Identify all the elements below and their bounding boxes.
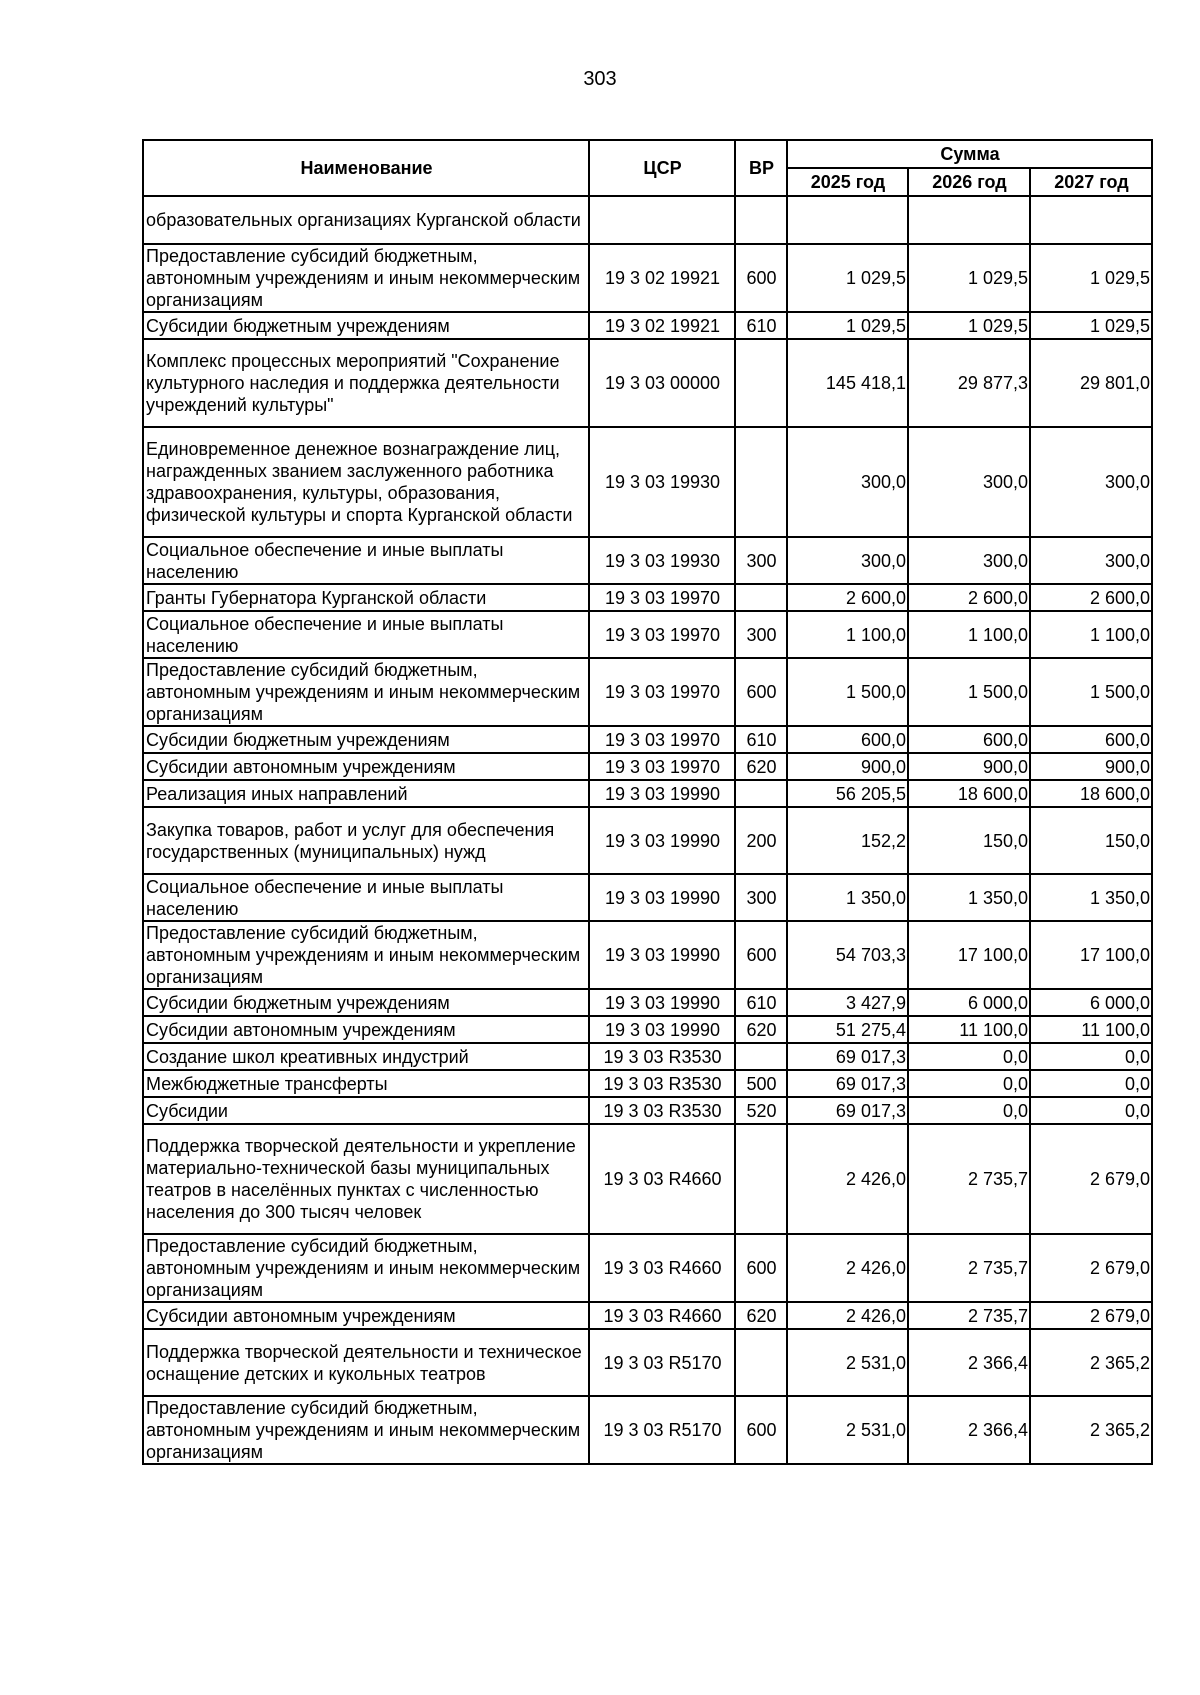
row-name-cell: Гранты Губернатора Курганской области [143, 584, 589, 611]
row-sum-2026-cell: 11 100,0 [908, 1016, 1030, 1043]
row-name-cell: Межбюджетные трансферты [143, 1070, 589, 1097]
row-sum-2025-cell: 2 426,0 [787, 1302, 908, 1329]
row-csr-cell: 19 3 03 R5170 [589, 1329, 735, 1396]
row-name-cell: Предоставление субсидий бюджетным, автономным учреждениям и иным некоммерческим организациям [143, 1234, 589, 1302]
row-sum-2027-cell: 1 100,0 [1030, 611, 1152, 658]
table-row [143, 196, 1152, 244]
row-sum-2027-cell: 600,0 [1030, 726, 1152, 753]
row-sum-2026-cell: 0,0 [908, 1097, 1030, 1124]
row-sum-2026-cell: 300,0 [908, 537, 1030, 584]
row-vr-cell: 520 [735, 1097, 787, 1124]
row-sum-2025-cell: 69 017,3 [787, 1043, 908, 1070]
row-sum-2026-cell: 17 100,0 [908, 921, 1030, 989]
row-sum-2026-cell: 2 366,4 [908, 1396, 1030, 1464]
row-vr-cell: 600 [735, 1396, 787, 1464]
row-name-cell: Субсидии автономным учреждениям [143, 753, 589, 780]
row-name-cell: Социальное обеспечение и иные выплаты населению [143, 874, 589, 921]
row-sum-2026-cell: 2 735,7 [908, 1234, 1030, 1302]
row-name-cell: Предоставление субсидий бюджетным, автономным учреждениям и иным некоммерческим организациям [143, 658, 589, 726]
row-csr-cell: 19 3 03 19990 [589, 780, 735, 807]
row-vr-cell [735, 1043, 787, 1070]
row-sum-2025-cell: 2 426,0 [787, 1234, 908, 1302]
row-vr-cell [735, 584, 787, 611]
table-row [143, 989, 1152, 1016]
row-vr-cell: 600 [735, 1234, 787, 1302]
table-row [143, 1234, 1152, 1302]
table-row [143, 427, 1152, 537]
row-name-cell: Поддержка творческой деятельности и техническое оснащение детских и кукольных театров [143, 1329, 589, 1396]
row-vr-cell: 600 [735, 921, 787, 989]
row-name-cell: Комплекс процессных мероприятий "Сохранение культурного наследия и поддержка деятельности учреждений культуры" [143, 339, 589, 427]
table-row [143, 1396, 1152, 1464]
row-sum-2025-cell: 2 531,0 [787, 1329, 908, 1396]
row-sum-2027-cell: 0,0 [1030, 1043, 1152, 1070]
row-sum-2027-cell: 6 000,0 [1030, 989, 1152, 1016]
row-sum-2026-cell: 1 100,0 [908, 611, 1030, 658]
row-sum-2025-cell: 152,2 [787, 807, 908, 874]
row-sum-2027-cell: 300,0 [1030, 427, 1152, 537]
row-vr-cell: 200 [735, 807, 787, 874]
row-sum-2025-cell: 1 100,0 [787, 611, 908, 658]
row-sum-2025-cell: 3 427,9 [787, 989, 908, 1016]
row-csr-cell [589, 196, 735, 244]
row-sum-2027-cell: 1 500,0 [1030, 658, 1152, 726]
row-vr-cell: 620 [735, 1302, 787, 1329]
row-sum-2027-cell: 11 100,0 [1030, 1016, 1152, 1043]
row-sum-2026-cell: 29 877,3 [908, 339, 1030, 427]
row-sum-2026-cell: 2 735,7 [908, 1302, 1030, 1329]
row-vr-cell [735, 427, 787, 537]
table-row [143, 753, 1152, 780]
table-row [143, 780, 1152, 807]
row-sum-2025-cell: 69 017,3 [787, 1070, 908, 1097]
row-sum-2026-cell: 600,0 [908, 726, 1030, 753]
row-sum-2026-cell [908, 196, 1030, 244]
table-row [143, 244, 1152, 312]
row-sum-2026-cell: 2 600,0 [908, 584, 1030, 611]
table-row [143, 726, 1152, 753]
row-csr-cell: 19 3 03 19990 [589, 807, 735, 874]
table-row [143, 339, 1152, 427]
row-name-cell: Субсидии бюджетным учреждениям [143, 312, 589, 339]
row-sum-2025-cell: 900,0 [787, 753, 908, 780]
row-name-cell: Закупка товаров, работ и услуг для обеспечения государственных (муниципальных) нужд [143, 807, 589, 874]
row-sum-2027-cell: 17 100,0 [1030, 921, 1152, 989]
row-vr-cell: 500 [735, 1070, 787, 1097]
row-sum-2027-cell: 1 029,5 [1030, 244, 1152, 312]
row-sum-2027-cell: 900,0 [1030, 753, 1152, 780]
table-body [143, 196, 1152, 1464]
row-sum-2027-cell: 2 365,2 [1030, 1329, 1152, 1396]
row-sum-2027-cell: 2 365,2 [1030, 1396, 1152, 1464]
row-sum-2027-cell: 2 600,0 [1030, 584, 1152, 611]
row-vr-cell [735, 780, 787, 807]
row-sum-2026-cell: 1 350,0 [908, 874, 1030, 921]
row-name-cell: Единовременное денежное вознаграждение лиц, награжденных званием заслуженного работника здравоохранения, культуры, образования, физической культуры и спорта Курганской области [143, 427, 589, 537]
row-sum-2027-cell [1030, 196, 1152, 244]
row-sum-2027-cell: 1 350,0 [1030, 874, 1152, 921]
row-sum-2025-cell: 2 600,0 [787, 584, 908, 611]
header-year-2027: 2027 год [1030, 168, 1152, 196]
table-row [143, 611, 1152, 658]
row-sum-2027-cell: 0,0 [1030, 1097, 1152, 1124]
row-sum-2025-cell: 1 500,0 [787, 658, 908, 726]
row-vr-cell: 620 [735, 1016, 787, 1043]
row-sum-2025-cell: 300,0 [787, 427, 908, 537]
row-csr-cell: 19 3 03 R4660 [589, 1124, 735, 1234]
row-csr-cell: 19 3 03 R4660 [589, 1302, 735, 1329]
row-vr-cell [735, 339, 787, 427]
row-vr-cell: 300 [735, 537, 787, 584]
row-csr-cell: 19 3 03 19990 [589, 874, 735, 921]
row-sum-2025-cell: 1 029,5 [787, 312, 908, 339]
budget-table [142, 139, 1153, 1465]
row-name-cell: Социальное обеспечение и иные выплаты населению [143, 537, 589, 584]
row-sum-2025-cell: 2 531,0 [787, 1396, 908, 1464]
row-sum-2025-cell: 69 017,3 [787, 1097, 908, 1124]
row-sum-2027-cell: 300,0 [1030, 537, 1152, 584]
row-sum-2027-cell: 150,0 [1030, 807, 1152, 874]
table-row [143, 1070, 1152, 1097]
header-csr: ЦСР [589, 140, 735, 196]
row-sum-2026-cell: 6 000,0 [908, 989, 1030, 1016]
row-sum-2025-cell: 56 205,5 [787, 780, 908, 807]
row-name-cell: Поддержка творческой деятельности и укрепление материально-технической базы муниципальных театров в населённых пунктах с численностью населения до 300 тысяч человек [143, 1124, 589, 1234]
row-vr-cell: 600 [735, 658, 787, 726]
table-row [143, 1016, 1152, 1043]
row-sum-2026-cell: 0,0 [908, 1070, 1030, 1097]
table-row [143, 658, 1152, 726]
table-row [143, 1124, 1152, 1234]
row-vr-cell [735, 196, 787, 244]
row-sum-2025-cell: 300,0 [787, 537, 908, 584]
header-name: Наименование [143, 140, 589, 196]
row-sum-2026-cell: 2 366,4 [908, 1329, 1030, 1396]
table-row [143, 537, 1152, 584]
row-name-cell: Субсидии автономным учреждениям [143, 1302, 589, 1329]
row-name-cell: Предоставление субсидий бюджетным, автономным учреждениям и иным некоммерческим организациям [143, 921, 589, 989]
table-row [143, 874, 1152, 921]
row-csr-cell: 19 3 03 19970 [589, 658, 735, 726]
row-csr-cell: 19 3 03 R3530 [589, 1070, 735, 1097]
table-row [143, 312, 1152, 339]
row-csr-cell: 19 3 03 19930 [589, 537, 735, 584]
row-sum-2026-cell: 1 029,5 [908, 312, 1030, 339]
row-name-cell: Социальное обеспечение и иные выплаты населению [143, 611, 589, 658]
row-sum-2026-cell: 300,0 [908, 427, 1030, 537]
row-sum-2026-cell: 18 600,0 [908, 780, 1030, 807]
row-sum-2025-cell [787, 196, 908, 244]
row-csr-cell: 19 3 03 R4660 [589, 1234, 735, 1302]
header-sum: Сумма [787, 140, 1152, 168]
row-name-cell: Создание школ креативных индустрий [143, 1043, 589, 1070]
row-name-cell: Субсидии [143, 1097, 589, 1124]
row-csr-cell: 19 3 03 R3530 [589, 1097, 735, 1124]
row-sum-2027-cell: 2 679,0 [1030, 1124, 1152, 1234]
row-csr-cell: 19 3 03 R3530 [589, 1043, 735, 1070]
row-csr-cell: 19 3 03 19970 [589, 753, 735, 780]
row-csr-cell: 19 3 03 19970 [589, 726, 735, 753]
row-csr-cell: 19 3 03 19990 [589, 1016, 735, 1043]
row-vr-cell: 620 [735, 753, 787, 780]
table-row [143, 1302, 1152, 1329]
row-csr-cell: 19 3 03 19970 [589, 584, 735, 611]
row-sum-2027-cell: 2 679,0 [1030, 1234, 1152, 1302]
row-name-cell: Предоставление субсидий бюджетным, автономным учреждениям и иным некоммерческим организациям [143, 244, 589, 312]
row-csr-cell: 19 3 03 19990 [589, 921, 735, 989]
row-csr-cell: 19 3 03 19990 [589, 989, 735, 1016]
row-sum-2026-cell: 1 029,5 [908, 244, 1030, 312]
row-vr-cell [735, 1124, 787, 1234]
row-csr-cell: 19 3 02 19921 [589, 312, 735, 339]
row-sum-2025-cell: 600,0 [787, 726, 908, 753]
row-name-cell: Субсидии бюджетным учреждениям [143, 726, 589, 753]
row-sum-2026-cell: 0,0 [908, 1043, 1030, 1070]
row-csr-cell: 19 3 03 19970 [589, 611, 735, 658]
row-sum-2025-cell: 1 029,5 [787, 244, 908, 312]
row-sum-2025-cell: 145 418,1 [787, 339, 908, 427]
row-vr-cell [735, 1329, 787, 1396]
row-vr-cell: 610 [735, 312, 787, 339]
row-sum-2026-cell: 1 500,0 [908, 658, 1030, 726]
header-vr: ВР [735, 140, 787, 196]
table-row [143, 1043, 1152, 1070]
row-name-cell: Субсидии бюджетным учреждениям [143, 989, 589, 1016]
row-name-cell: Предоставление субсидий бюджетным, автономным учреждениям и иным некоммерческим организациям [143, 1396, 589, 1464]
row-sum-2027-cell: 18 600,0 [1030, 780, 1152, 807]
table-row [143, 1097, 1152, 1124]
row-vr-cell: 600 [735, 244, 787, 312]
row-sum-2025-cell: 54 703,3 [787, 921, 908, 989]
row-sum-2027-cell: 1 029,5 [1030, 312, 1152, 339]
table-row [143, 584, 1152, 611]
row-name-cell: Реализация иных направлений [143, 780, 589, 807]
row-vr-cell: 610 [735, 726, 787, 753]
row-name-cell: образовательных организациях Курганской области [143, 196, 589, 244]
table-header [143, 140, 1152, 196]
table-row [143, 921, 1152, 989]
row-sum-2026-cell: 900,0 [908, 753, 1030, 780]
row-vr-cell: 300 [735, 874, 787, 921]
header-year-2025: 2025 год [787, 168, 908, 196]
row-name-cell: Субсидии автономным учреждениям [143, 1016, 589, 1043]
row-sum-2026-cell: 2 735,7 [908, 1124, 1030, 1234]
page-number: 303 [583, 68, 617, 90]
header-year-2026: 2026 год [908, 168, 1030, 196]
row-sum-2027-cell: 29 801,0 [1030, 339, 1152, 427]
row-vr-cell: 610 [735, 989, 787, 1016]
row-csr-cell: 19 3 03 00000 [589, 339, 735, 427]
row-sum-2025-cell: 1 350,0 [787, 874, 908, 921]
row-sum-2027-cell: 0,0 [1030, 1070, 1152, 1097]
row-sum-2025-cell: 2 426,0 [787, 1124, 908, 1234]
table-row [143, 1329, 1152, 1396]
row-csr-cell: 19 3 03 19930 [589, 427, 735, 537]
row-vr-cell: 300 [735, 611, 787, 658]
row-sum-2025-cell: 51 275,4 [787, 1016, 908, 1043]
row-sum-2027-cell: 2 679,0 [1030, 1302, 1152, 1329]
row-csr-cell: 19 3 02 19921 [589, 244, 735, 312]
table-row [143, 807, 1152, 874]
row-csr-cell: 19 3 03 R5170 [589, 1396, 735, 1464]
row-sum-2026-cell: 150,0 [908, 807, 1030, 874]
